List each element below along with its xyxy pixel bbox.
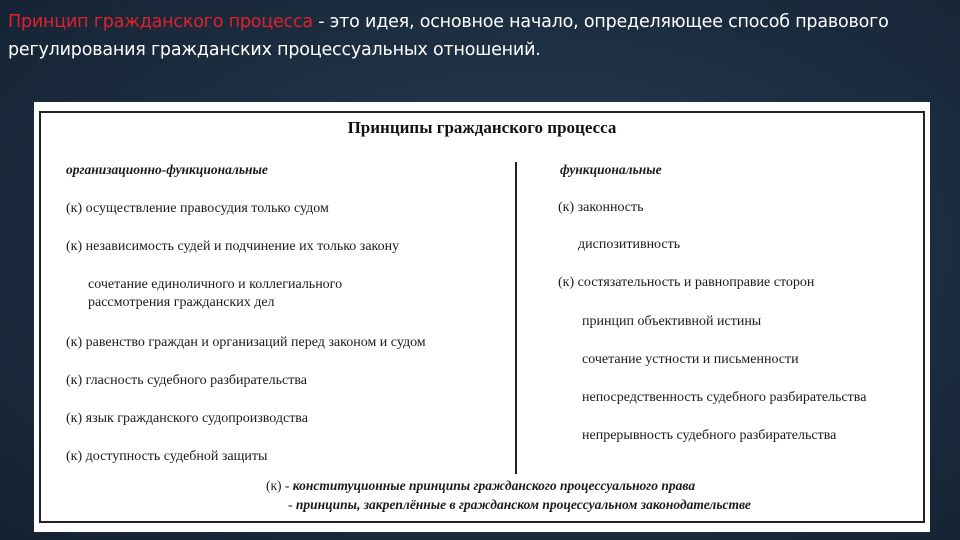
definition-term: Принцип гражданского процесса [8, 12, 313, 32]
legend-statutory-text: принципы, закреплённые в гражданском процессуальном законодательстве [295, 497, 751, 512]
principle-item: непосредственность судебного разбирательства [582, 390, 867, 405]
definition-text: - это идея, основное начало, определяющее способ правового регулирования гражданских процессуальных отношений. [8, 12, 889, 60]
left-column-heading: организационно-функциональные [66, 162, 268, 177]
principle-item: (к) равенство граждан и организаций перед законом и судом [66, 335, 426, 350]
principle-item: (к) независимость судей и подчинение их только закону [66, 239, 400, 254]
principle-item: рассмотрения гражданских дел [88, 295, 275, 310]
principle-item: диспозитивность [578, 237, 681, 252]
principle-item: сочетание устности и письменности [582, 352, 799, 367]
slide-title [8, 8, 948, 64]
legend-constitutional-text: конституционные принципы гражданского процессуального права [292, 478, 696, 493]
legend-statutory [266, 495, 751, 514]
legend-marker: (к) - [266, 478, 293, 493]
principle-item: (к) законность [558, 200, 644, 215]
principle-item: (к) состязательность и равноправие сторон [558, 275, 815, 290]
principle-item: непрерывность судебного разбирательства [582, 428, 837, 443]
legend-constitutional [266, 476, 751, 495]
right-column-heading: функциональные [560, 162, 662, 177]
principle-item: (к) гласность судебного разбирательства [66, 373, 308, 388]
legend-marker: - [288, 497, 296, 512]
principles-document [34, 102, 930, 532]
column-divider [515, 162, 517, 474]
principle-item: принцип объективной истины [582, 314, 762, 329]
principle-item: (к) язык гражданского судопроизводства [66, 411, 308, 426]
document-title: Принципы гражданского процесса [347, 118, 617, 137]
principle-item: (к) осуществление правосудия только судом [66, 201, 329, 216]
legend [266, 476, 751, 514]
principle-item: (к) доступность судебной защиты [66, 449, 268, 464]
principle-item: сочетание единоличного и коллегиального [88, 277, 343, 292]
